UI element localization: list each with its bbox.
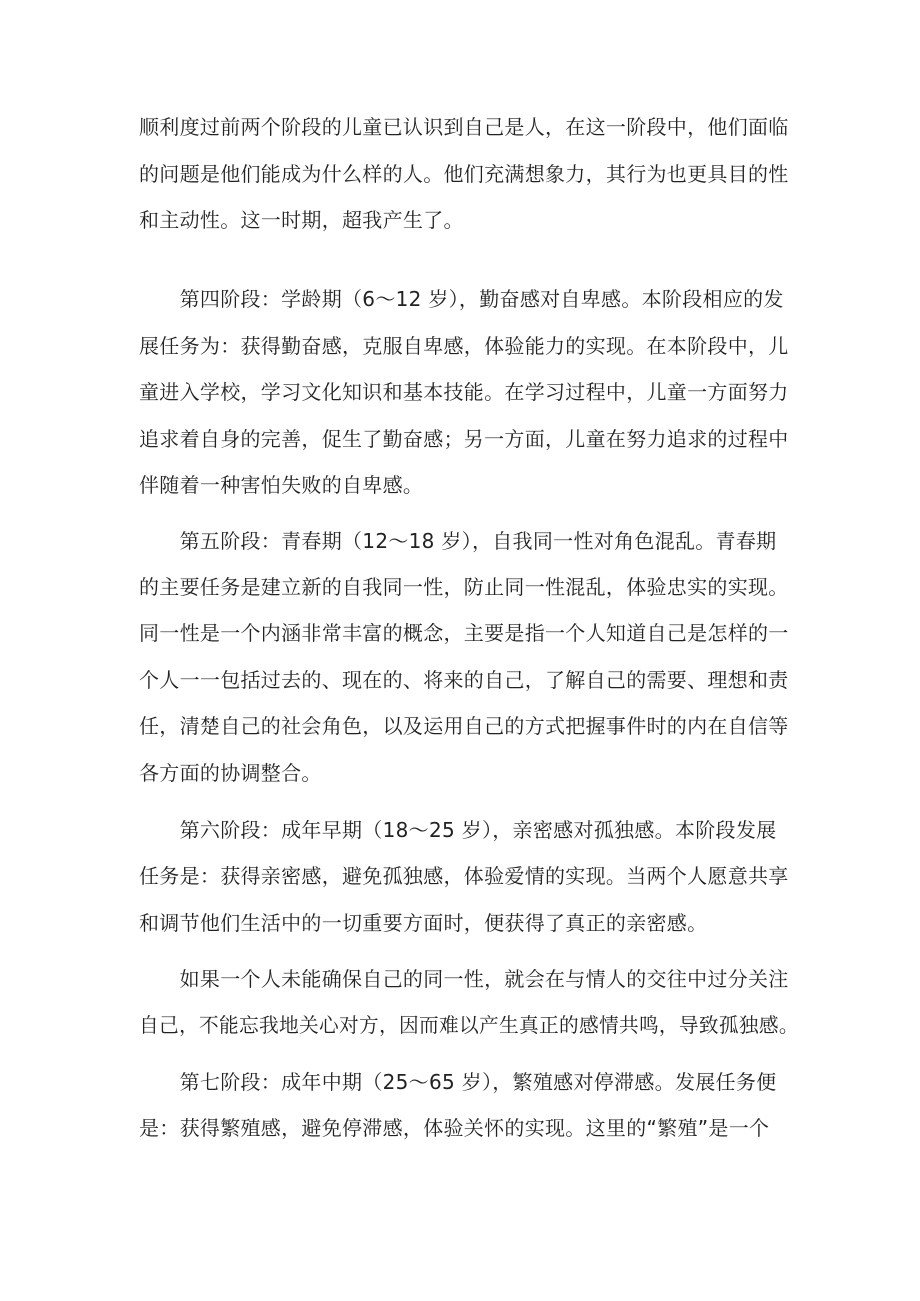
paragraph-2-line-4: 追求着自身的完善，促生了勤奋感；另一方面，儿童在努力追求的过程中	[139, 427, 789, 451]
paragraph-2-line-3: 童进入学校，学习文化知识和基本技能。在学习过程中，儿童一方面努力	[139, 380, 789, 404]
paragraph-3-line-4: 个人一一包括过去的、现在的、将来的自己，了解自己的需要、理想和责	[139, 668, 789, 692]
paragraph-5-line-1: 如果一个人未能确保自己的同一性，就会在与情人的交往中过分关注	[139, 967, 789, 991]
paragraph-6-line-2: 是：获得繁殖感，避免停滞感，体验关怀的实现。这里的“繁殖”是一个	[139, 1116, 770, 1140]
paragraph-3-line-1: 第五阶段：青春期（12～18 岁），自我同一性对角色混乱。青春期	[139, 529, 777, 553]
paragraph-5-line-2: 自己，不能忘我地关心对方，因而难以产生真正的感情共鸣，导致孤独感。	[139, 1013, 799, 1037]
paragraph-3-line-5: 任，清楚自己的社会角色，以及运用自己的方式把握事件时的内在自信等	[139, 714, 789, 738]
paragraph-1-line-2: 的问题是他们能成为什么样的人。他们充满想象力，其行为也更具目的性	[139, 162, 789, 186]
paragraph-6-line-1: 第七阶段：成年中期（25～65 岁），繁殖感对停滞感。发展任务便	[139, 1070, 777, 1094]
paragraph-4-line-1: 第六阶段：成年早期（18～25 岁），亲密感对孤独感。本阶段发展	[139, 818, 777, 842]
paragraph-3-line-2: 的主要任务是建立新的自我同一性，防止同一性混乱，体验忠实的实现。	[139, 575, 789, 599]
paragraph-3-line-6: 各方面的协调整合。	[139, 761, 322, 785]
paragraph-1-line-1: 顺利度过前两个阶段的儿童已认识到自己是人，在这一阶段中，他们面临	[139, 115, 789, 139]
paragraph-4-line-3: 和调节他们生活中的一切重要方面时，便获得了真正的亲密感。	[139, 911, 708, 935]
paragraph-2-line-5: 伴随着一种害怕失败的自卑感。	[139, 473, 424, 497]
paragraph-2-line-2: 展任务为：获得勤奋感，克服自卑感，体验能力的实现。在本阶段中，儿	[139, 334, 789, 358]
paragraph-3-line-3: 同一性是一个内涵非常丰富的概念，主要是指一个人知道自己是怎样的一	[139, 621, 789, 645]
paragraph-1-line-3: 和主动性。这一时期，超我产生了。	[139, 208, 464, 232]
paragraph-4-line-2: 任务是：获得亲密感，避免孤独感，体验爱情的实现。当两个人愿意共享	[139, 864, 789, 888]
paragraph-2-line-1: 第四阶段：学龄期（6～12 岁），勤奋感对自卑感。本阶段相应的发	[139, 287, 784, 311]
